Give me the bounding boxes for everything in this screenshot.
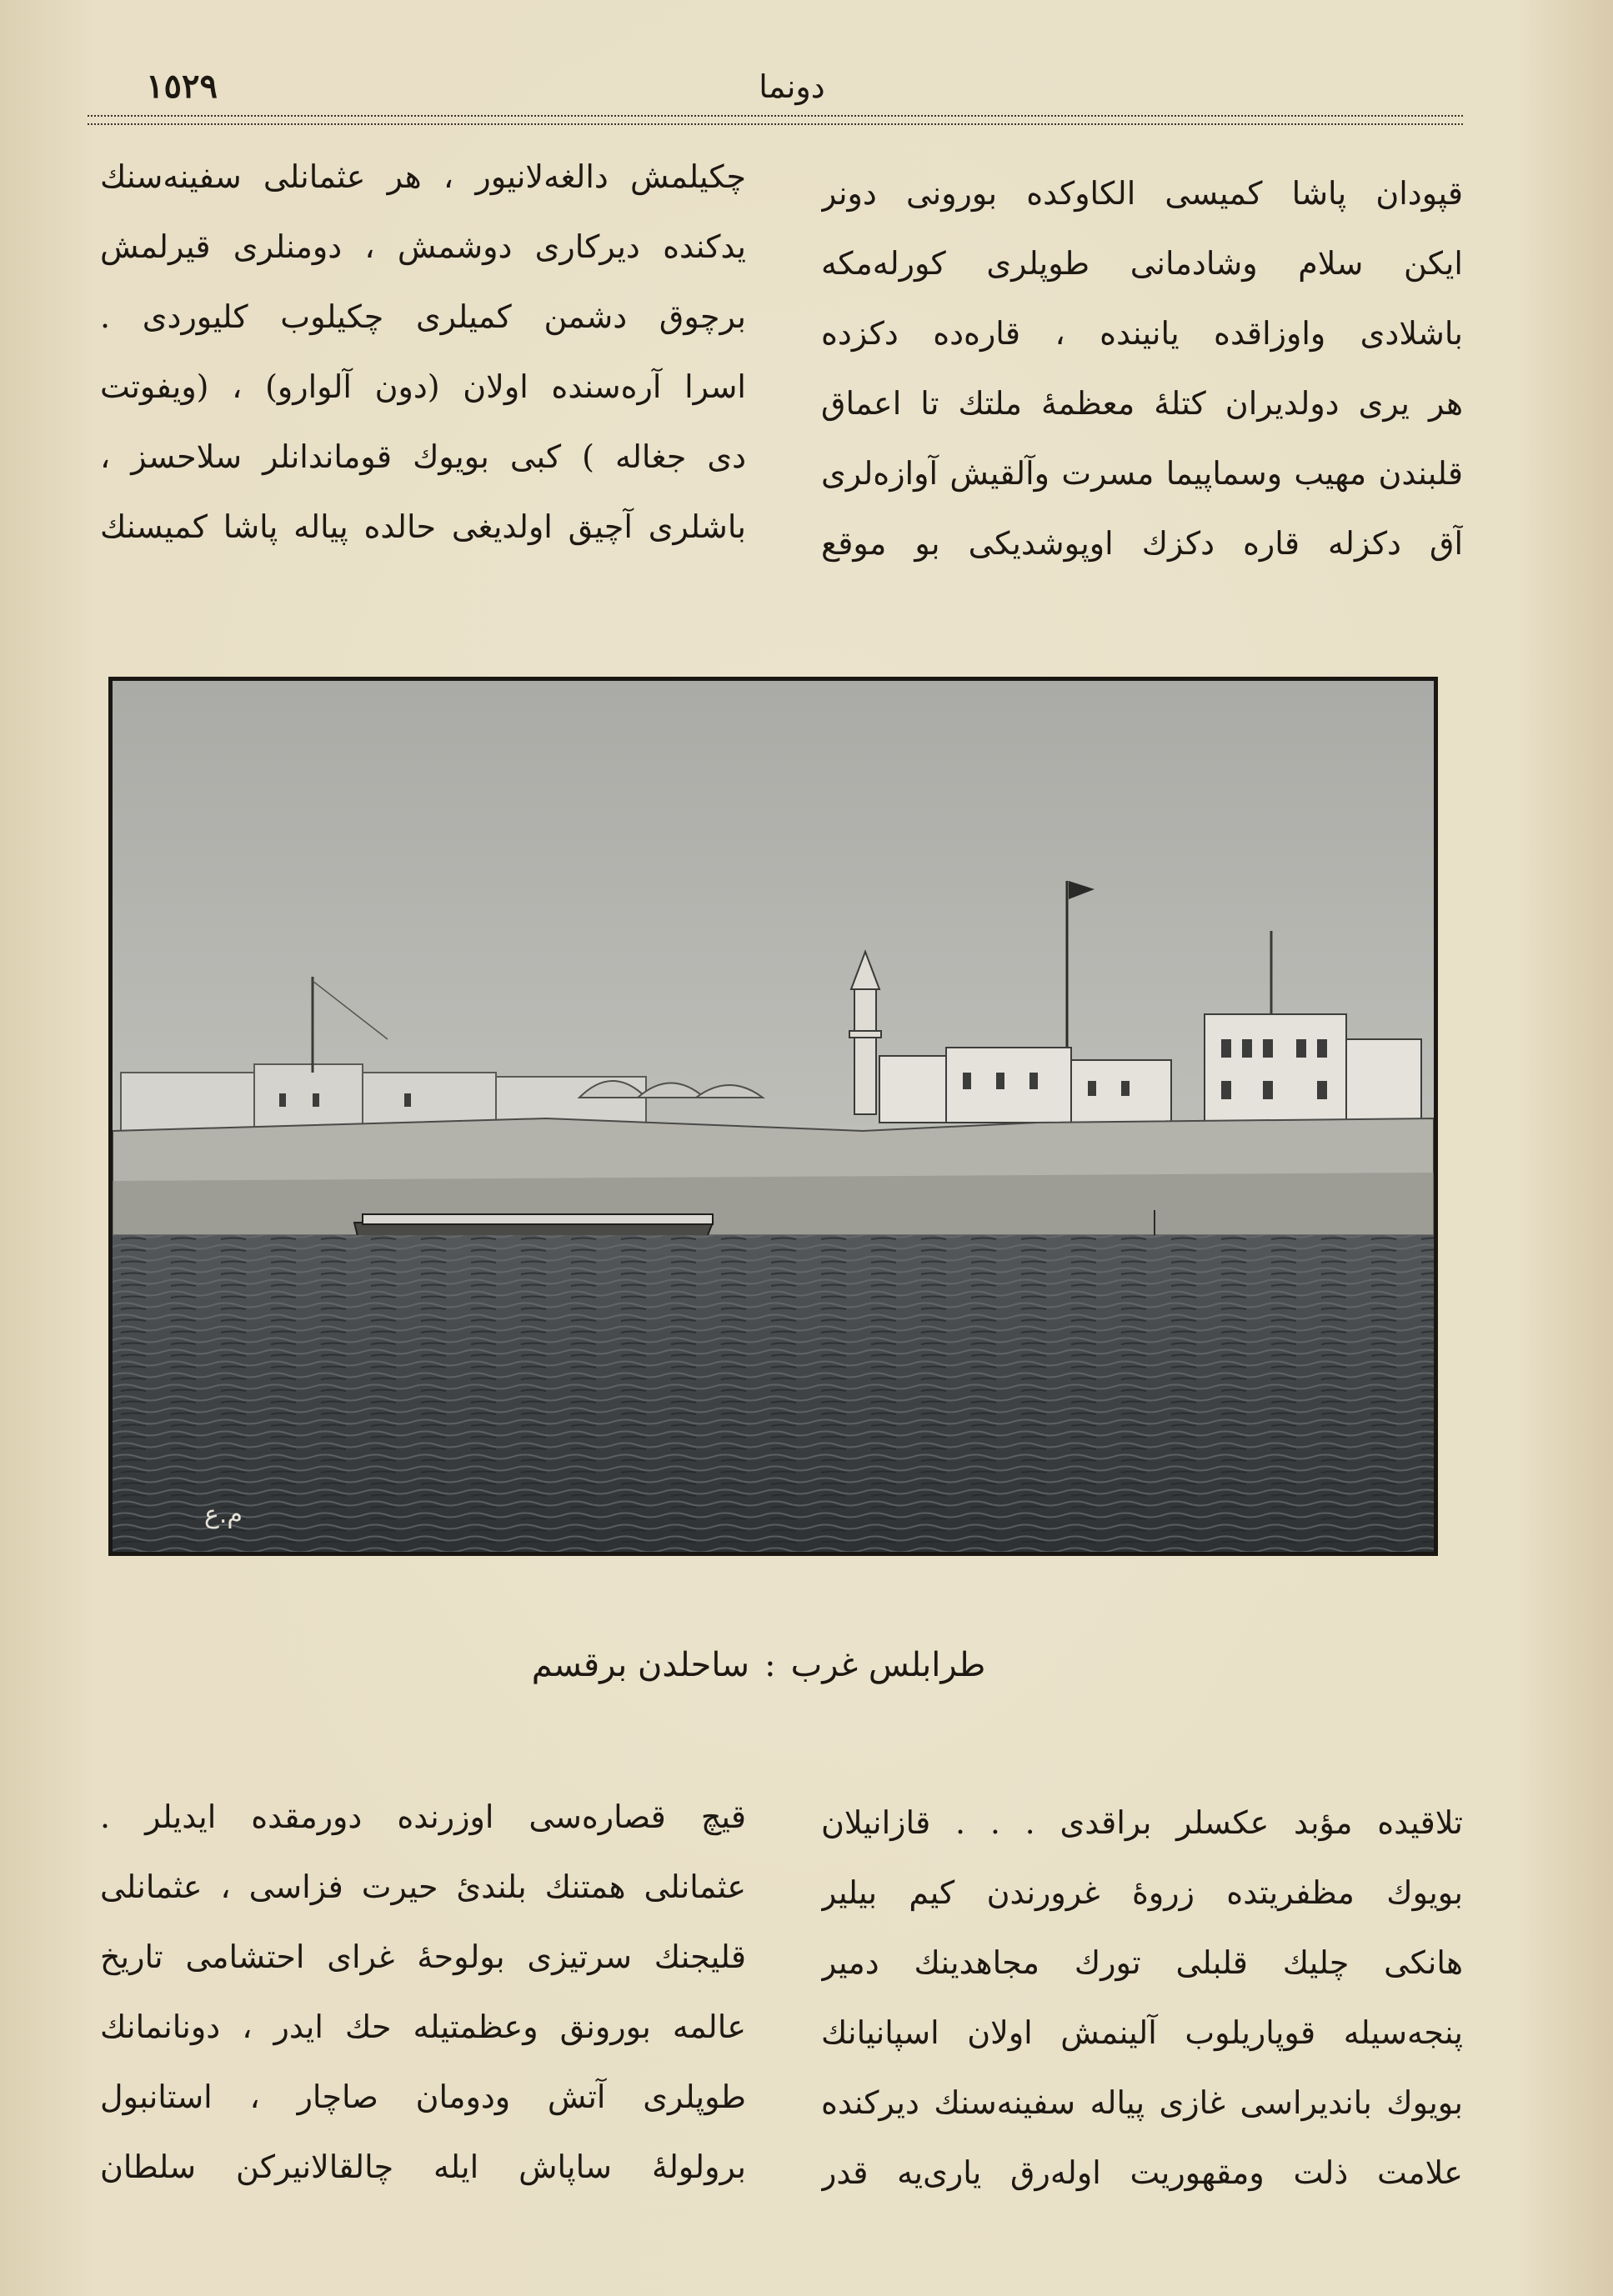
top-right-column	[821, 158, 1463, 578]
harbor-photograph	[108, 677, 1438, 1556]
text-line: بويوك باندیراسى غازى پياله سفينه‌سنك ديركنده	[821, 2084, 1463, 2121]
text-line: قليجنك سرتيزى بولوحهٔ غراى احتشامى تاريخ	[100, 1938, 746, 1975]
page-number: ١٥٢٩	[146, 67, 218, 106]
text-line: برولولهٔ ساپاش ايله چالقالانيركن سلطان	[100, 2148, 746, 2185]
text-line: يدكنده ديركارى دوشمش ، دومنلرى قيرلمش	[100, 228, 746, 265]
caption-separator: :	[764, 1646, 776, 1684]
top-left-column	[100, 142, 746, 562]
photo-caption	[467, 1646, 1050, 1696]
sea-waves	[113, 1235, 1434, 1552]
text-line: هانكى چليك قلبلى تورك مجاهدينك دمير	[821, 1944, 1463, 1981]
text-line: ايكن سلام وشادمانى طوپلرى كورله‌مكه	[821, 245, 1463, 282]
wall-shadow	[113, 1173, 1434, 1235]
text-line: هر يرى دولديران كتلهٔ معظمهٔ ملتك تا اعماق	[821, 385, 1463, 422]
text-line: قپودان پاشا كميسى الكاوكده بورونى دونر	[821, 175, 1463, 212]
text-line: اسرا آره‌سنده اولان (دون آلوارو) ، (ويفوتت	[100, 368, 746, 405]
photographer-signature: م.ع	[204, 1500, 243, 1529]
caption-subject: ساحلدن برقسم	[531, 1646, 750, 1684]
text-line: برچوق دشمن كميلرى چكيلوب كليوردى .	[100, 298, 746, 335]
text-line: بويوك مظفريتده زروهٔ غرورندن كيم بيلير	[821, 1874, 1463, 1911]
text-line: عثمانلى همتنك بلندئ حيرت فزاسى ، عثمانلى	[100, 1868, 746, 1905]
text-line: باشلادى واوزاقده يانينده ، قاره‌ده دكزده	[821, 315, 1463, 352]
text-line: قلبندن مهيب وسماپيما مسرت وآلقيش آوازه‌لرى	[821, 455, 1463, 492]
bottom-right-column	[821, 1788, 1463, 2208]
header-rule	[88, 115, 1463, 125]
photo-illustration	[113, 681, 1434, 1552]
caption-place: طرابلس غرب	[790, 1646, 986, 1684]
text-line: پنجه‌سيله قوپاريلوب آلينمش اولان اسپانيانك	[821, 2014, 1463, 2051]
running-title: دونما	[759, 68, 825, 105]
text-line: قيچ قصاره‌سى اوزرنده دورمقده ايديلر .	[100, 1798, 746, 1835]
text-line: دى جغاله ) كبى بويوك قوماندانلر سلاحسز ،	[100, 438, 746, 475]
bottom-left-column	[100, 1782, 746, 2202]
text-line: باشلرى آچيق اولديغى حالده پياله پاشا كميسنك	[100, 508, 746, 545]
text-line: علامت ذلت ومقهوريت اوله‌رق يارى‌يه قدر	[821, 2154, 1463, 2191]
text-line: تلاقيده مؤبد عكسلر براقدى . . . قازانيلان	[821, 1804, 1463, 1841]
text-line: چكيلمش دالغه‌لانيور ، هر عثمانلى سفينه‌سنك	[100, 158, 746, 195]
text-line: عالمه بورونق وعظمتيله حك ايدر ، دونانمانك	[100, 2008, 746, 2045]
text-line: آق دكزله قاره دكزك اوپوشديكى بو موقع	[821, 525, 1463, 562]
text-line: طوپلرى آتش ودومان صاچار ، استانبول	[100, 2078, 746, 2115]
